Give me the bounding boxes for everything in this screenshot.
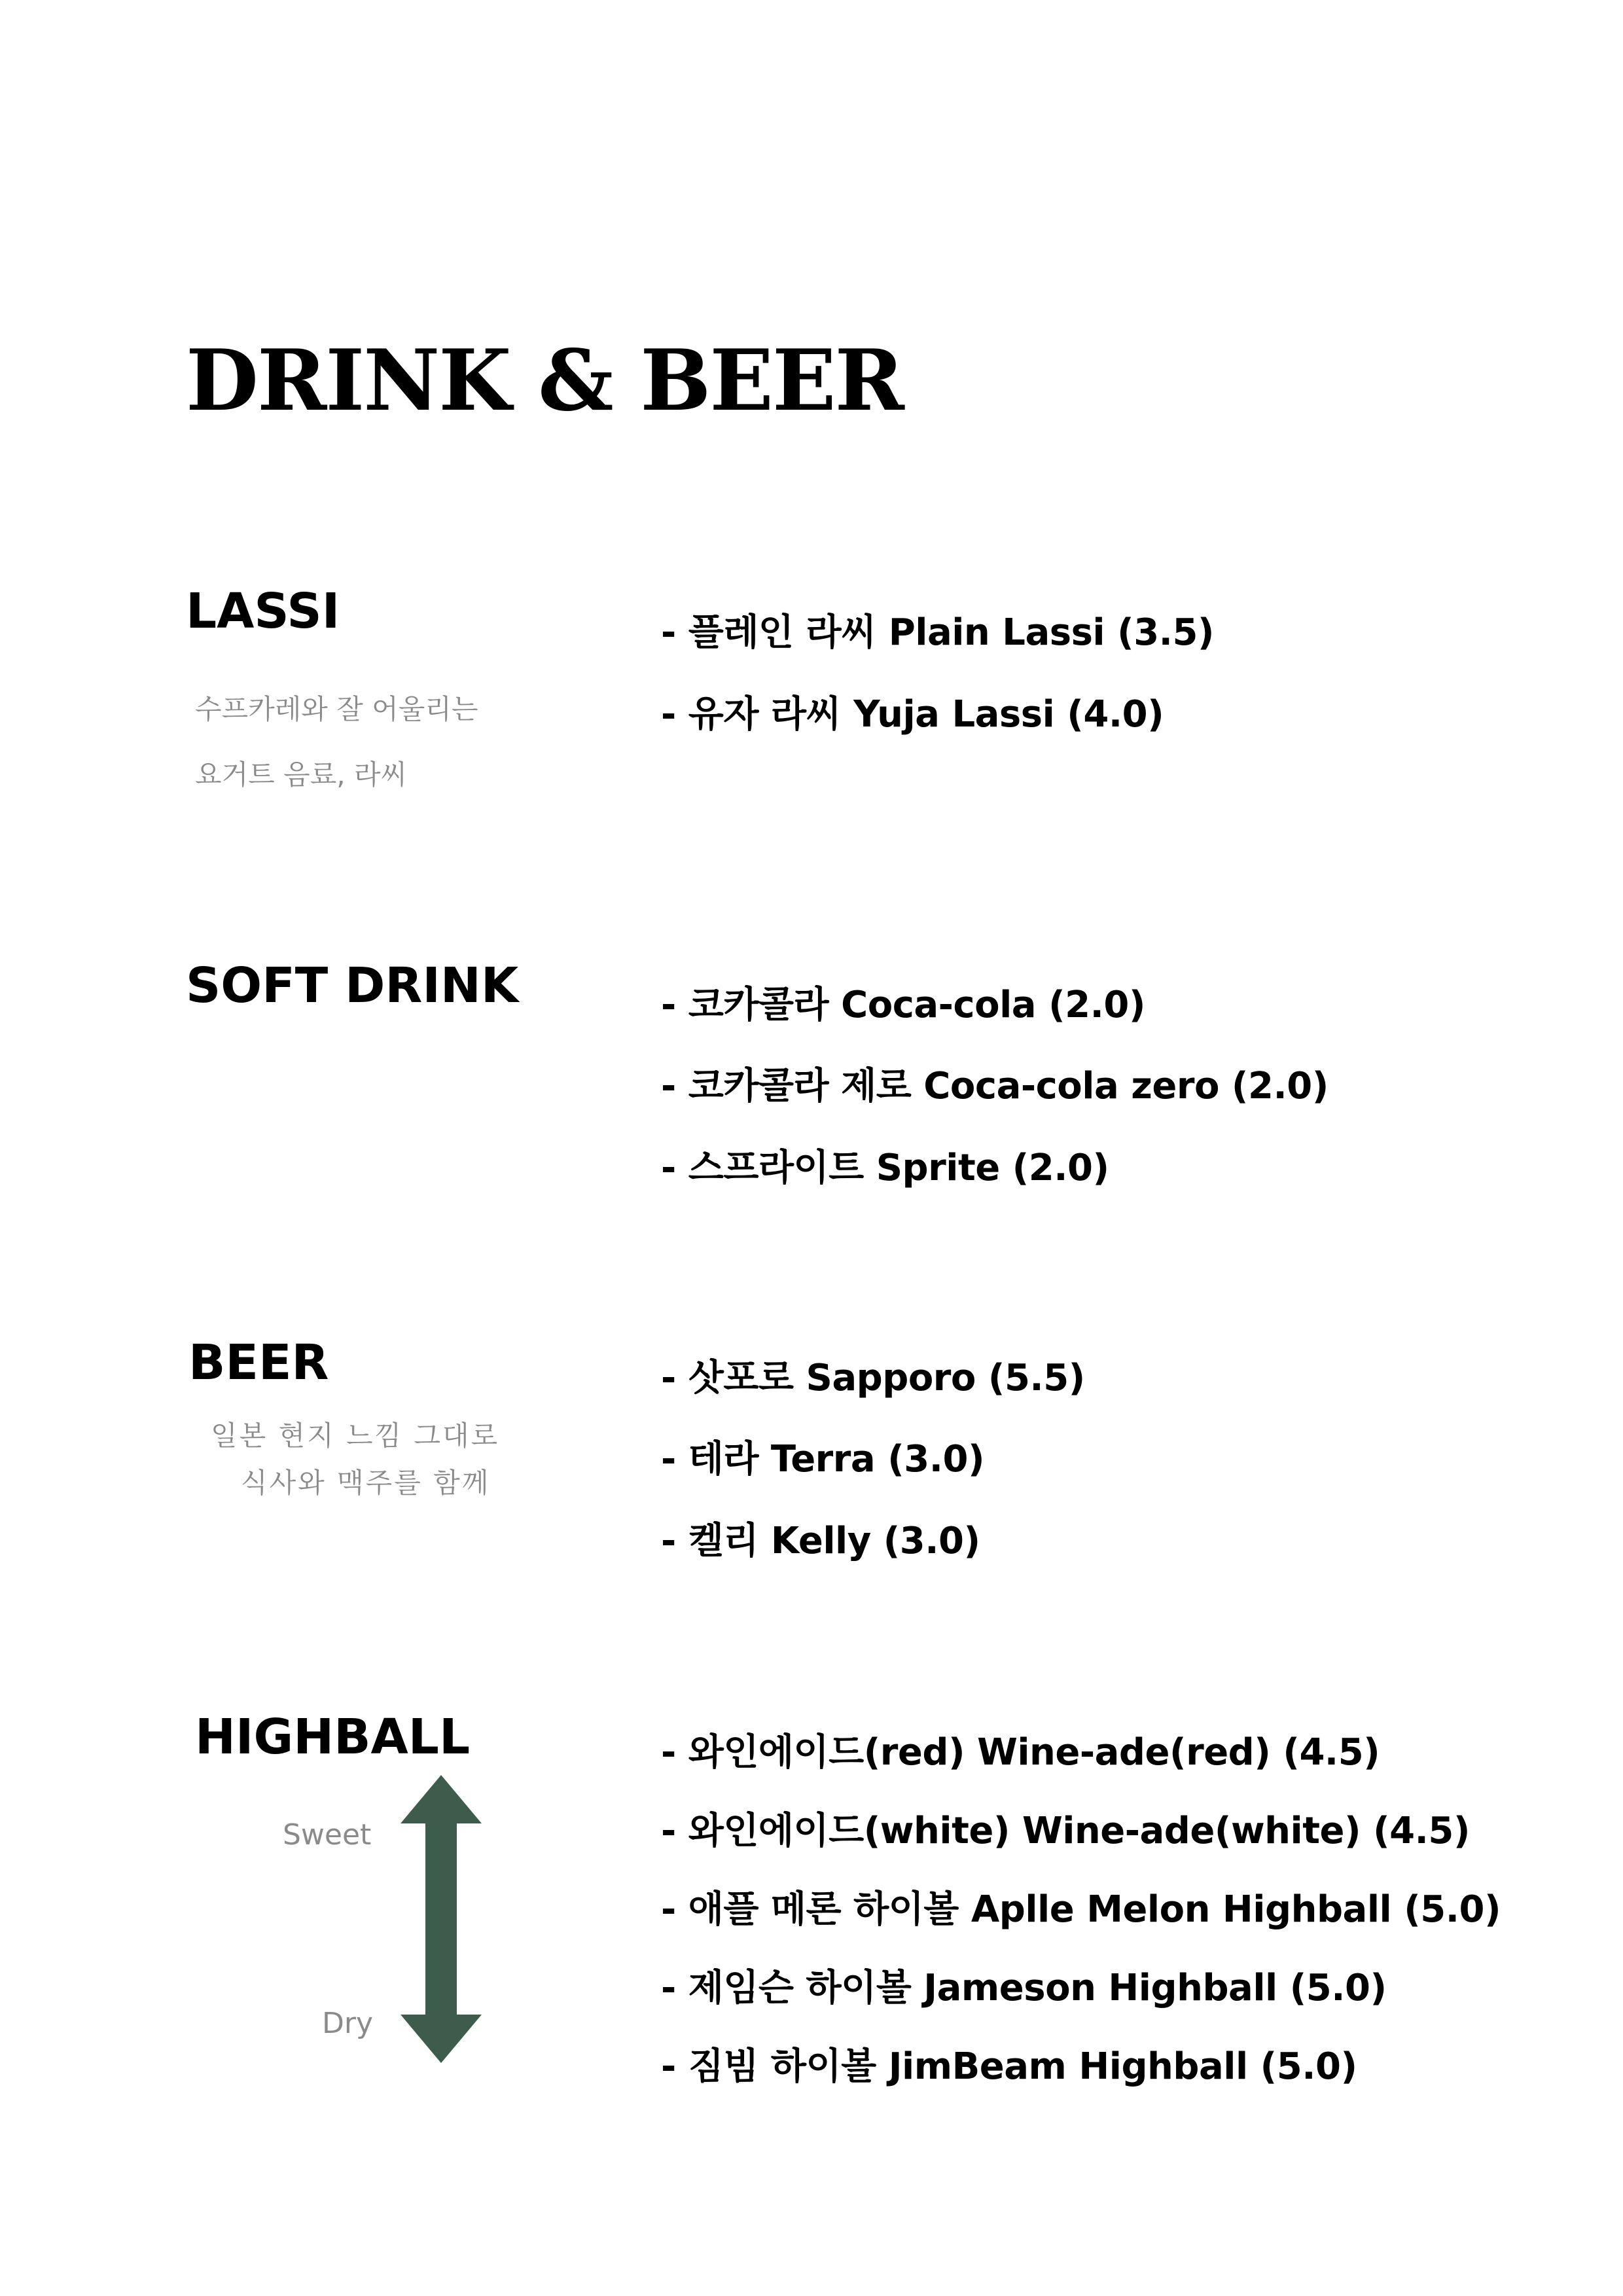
menu-item-kelly: - 켈리 Kelly (3.0) xyxy=(661,1520,980,1562)
menu-item-coca-cola-zero: - 코카콜라 제로 Coca-cola zero (2.0) xyxy=(661,1065,1329,1107)
beer-description-line-1: 일본 현지 느낌 그대로 xyxy=(211,1420,500,1452)
section-title-highball: HIGHBALL xyxy=(195,1709,471,1765)
menu-item-terra: - 테라 Terra (3.0) xyxy=(661,1438,985,1480)
section-title-soft-drink: SOFT DRINK xyxy=(186,958,519,1014)
menu-item-yuja-lassi: - 유자 라씨 Yuja Lassi (4.0) xyxy=(661,693,1164,736)
menu-item-sprite: - 스프라이트 Sprite (2.0) xyxy=(661,1147,1109,1189)
menu-item-apple-melon-highball: - 애플 메론 하이볼 Aplle Melon Highball (5.0) xyxy=(661,1888,1501,1931)
menu-item-wine-ade-white: - 와인에이드(white) Wine-ade(white) (4.5) xyxy=(661,1810,1470,1852)
menu-item-sapporo: - 삿포로 Sapporo (5.5) xyxy=(661,1357,1085,1399)
menu-title: DRINK & BEER xyxy=(186,332,903,430)
menu-item-coca-cola: - 코카콜라 Coca-cola (2.0) xyxy=(661,984,1145,1026)
section-title-beer: BEER xyxy=(188,1335,329,1391)
menu-item-plain-lassi: - 플레인 라씨 Plain Lassi (3.5) xyxy=(661,611,1215,654)
double-arrow-vertical-icon xyxy=(401,1775,482,2063)
scale-label-dry: Dry xyxy=(322,2007,374,2040)
lassi-description-line-1: 수프카레와 잘 어울리는 xyxy=(195,693,478,725)
menu-item-jimbeam-highball: - 짐빔 하이볼 JimBeam Highball (5.0) xyxy=(661,2045,1357,2088)
scale-label-sweet: Sweet xyxy=(283,1818,372,1852)
lassi-description-line-2: 요거트 음료, 라씨 xyxy=(195,759,408,791)
section-title-lassi: LASSI xyxy=(186,583,340,639)
menu-item-wine-ade-red: - 와인에이드(red) Wine-ade(red) (4.5) xyxy=(661,1731,1380,1774)
beer-description-line-2: 식사와 맥주를 함께 xyxy=(241,1467,491,1499)
menu-item-jameson-highball: - 제임슨 하이볼 Jameson Highball (5.0) xyxy=(661,1967,1387,2009)
